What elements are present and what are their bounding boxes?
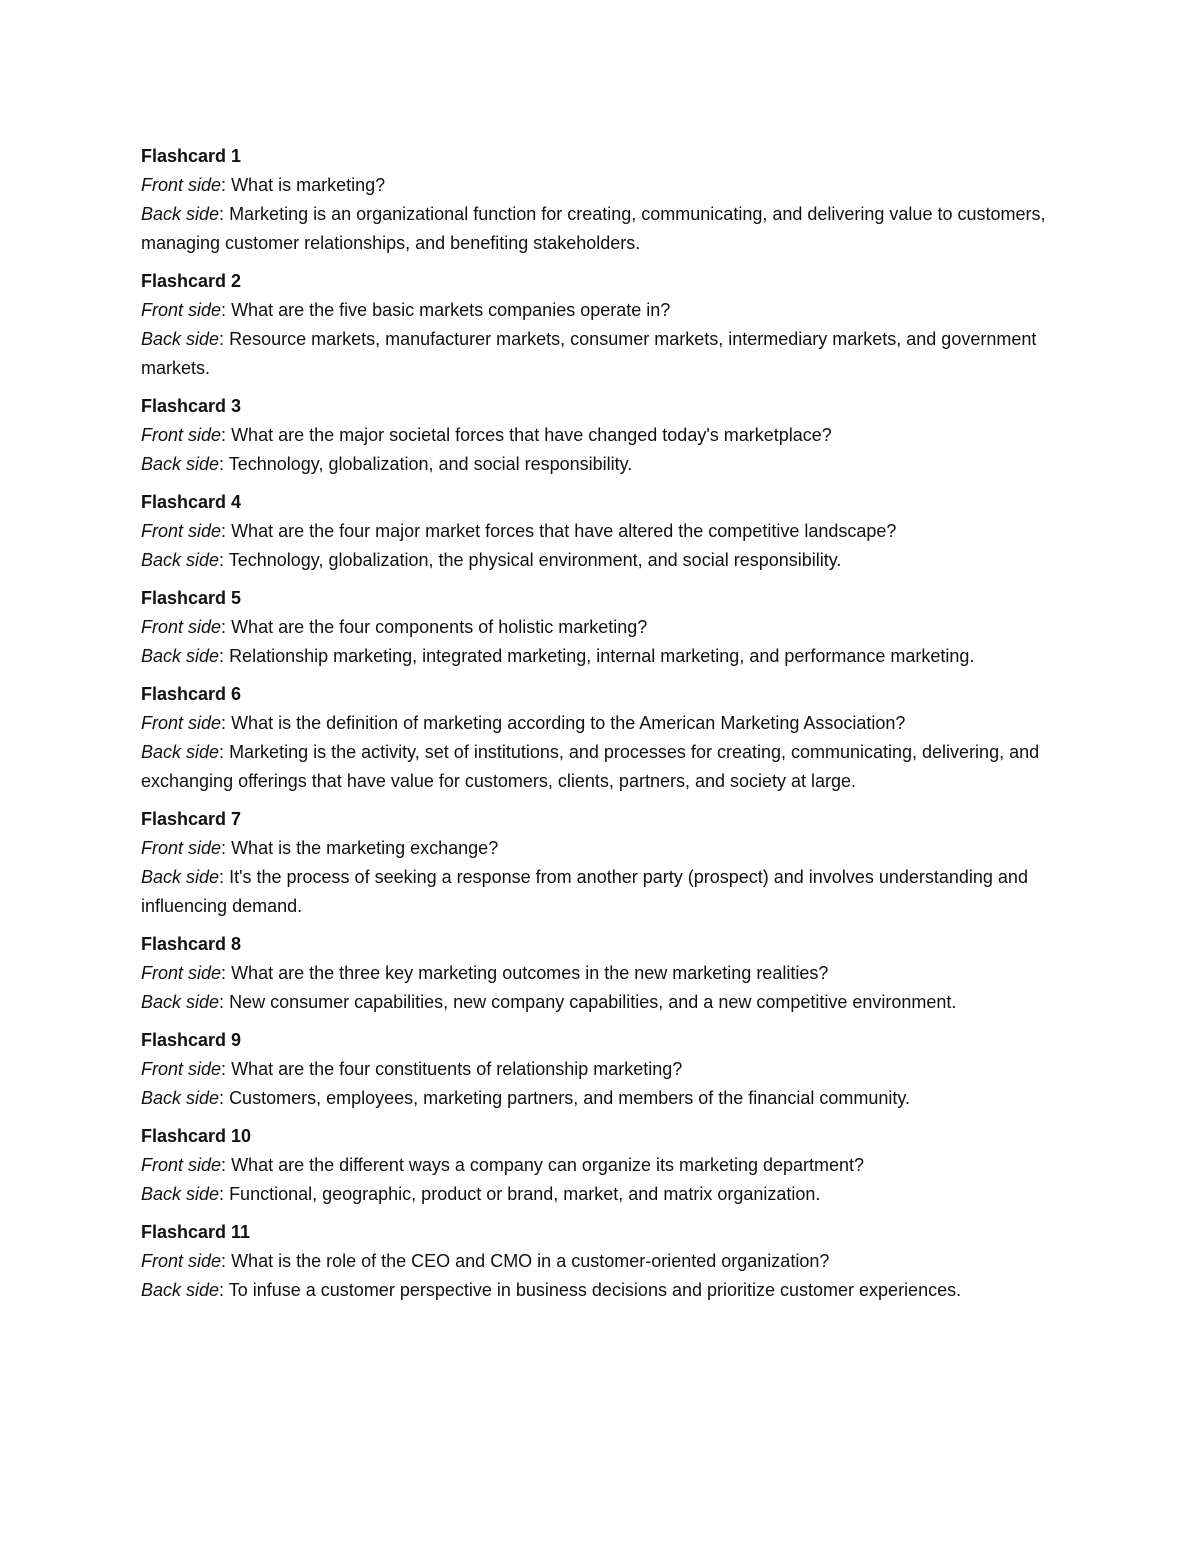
back-separator: : <box>219 646 230 666</box>
flashcard <box>141 488 1071 575</box>
document-page <box>141 142 1071 1314</box>
back-side-text: Marketing is the activity, set of institutions, and processes for creating, communicating, delivering, and exchanging offerings that have value for customers, clients, partners, and society at large. <box>141 742 1040 791</box>
flashcard <box>141 584 1071 671</box>
back-side-label: Back side <box>141 646 220 666</box>
flashcard-front <box>141 421 1071 450</box>
flashcard-back <box>141 1276 1071 1305</box>
front-side-label: Front side <box>141 1155 222 1175</box>
front-separator: : <box>221 300 232 320</box>
flashcard-front <box>141 1055 1071 1084</box>
front-side-text: What are the four components of holistic marketing? <box>231 617 648 637</box>
front-side-label: Front side <box>141 617 222 637</box>
back-side-text: Marketing is an organizational function for creating, communicating, and delivering value to customers, managing customer relationships, and benefiting stakeholders. <box>141 204 1046 253</box>
front-side-label: Front side <box>141 1251 222 1271</box>
back-side-text: Relationship marketing, integrated marketing, internal marketing, and performance marketing. <box>229 646 975 666</box>
front-side-text: What are the four constituents of relationship marketing? <box>231 1059 683 1079</box>
flashcard-title: Flashcard 10 <box>141 1126 252 1146</box>
flashcard-title: Flashcard 4 <box>141 492 242 512</box>
front-side-label: Front side <box>141 175 222 195</box>
back-side-label: Back side <box>141 550 220 570</box>
front-separator: : <box>221 521 232 541</box>
front-separator: : <box>221 1251 232 1271</box>
back-side-text: Customers, employees, marketing partners, and members of the financial community. <box>229 1088 911 1108</box>
back-side-text: Technology, globalization, the physical environment, and social responsibility. <box>228 550 842 570</box>
flashcard-front <box>141 1151 1071 1180</box>
flashcard-back <box>141 1084 1071 1113</box>
back-side-text: New consumer capabilities, new company capabilities, and a new competitive environment. <box>229 992 957 1012</box>
flashcard <box>141 680 1071 796</box>
flashcard-title: Flashcard 6 <box>141 684 242 704</box>
back-side-text: Technology, globalization, and social responsibility. <box>228 454 633 474</box>
flashcard-back <box>141 325 1071 383</box>
flashcard-back <box>141 738 1071 796</box>
back-separator: : <box>219 742 230 762</box>
back-side-label: Back side <box>141 1088 220 1108</box>
flashcard <box>141 267 1071 383</box>
back-side-label: Back side <box>141 204 220 224</box>
flashcard-title: Flashcard 11 <box>141 1222 251 1242</box>
flashcard <box>141 392 1071 479</box>
front-separator: : <box>221 175 232 195</box>
front-side-label: Front side <box>141 1059 222 1079</box>
front-side-text: What are the three key marketing outcomes in the new marketing realities? <box>231 963 829 983</box>
back-side-text: To infuse a customer perspective in business decisions and prioritize customer experiences. <box>228 1280 962 1300</box>
flashcard-back <box>141 546 1071 575</box>
front-side-label: Front side <box>141 425 222 445</box>
flashcard-front <box>141 834 1071 863</box>
back-separator: : <box>219 1184 230 1204</box>
flashcard-front <box>141 959 1071 988</box>
front-side-label: Front side <box>141 838 222 858</box>
back-side-label: Back side <box>141 742 220 762</box>
front-side-text: What is the definition of marketing according to the American Marketing Association? <box>231 713 906 733</box>
back-side-label: Back side <box>141 329 220 349</box>
front-separator: : <box>221 1059 232 1079</box>
flashcard-front <box>141 296 1071 325</box>
front-side-text: What is the marketing exchange? <box>231 838 499 858</box>
flashcard <box>141 1026 1071 1113</box>
back-separator: : <box>219 1280 229 1300</box>
flashcard <box>141 142 1071 258</box>
front-side-label: Front side <box>141 521 222 541</box>
back-separator: : <box>219 992 230 1012</box>
flashcard-title: Flashcard 1 <box>141 146 242 166</box>
back-separator: : <box>219 1088 230 1108</box>
flashcard-back <box>141 988 1071 1017</box>
flashcard-back <box>141 200 1071 258</box>
flashcard-title: Flashcard 8 <box>141 934 242 954</box>
back-separator: : <box>219 329 230 349</box>
flashcard <box>141 1122 1071 1209</box>
front-separator: : <box>221 1155 232 1175</box>
flashcard-title: Flashcard 7 <box>141 809 242 829</box>
front-side-text: What are the major societal forces that have changed today's marketplace? <box>231 425 832 445</box>
flashcard-front <box>141 171 1071 200</box>
flashcard-back <box>141 863 1071 921</box>
front-side-text: What is the role of the CEO and CMO in a customer-oriented organization? <box>231 1251 830 1271</box>
flashcard <box>141 1218 1071 1305</box>
front-separator: : <box>221 425 232 445</box>
flashcard-back <box>141 450 1071 479</box>
back-separator: : <box>219 454 229 474</box>
flashcard-back <box>141 1180 1071 1209</box>
flashcard-front <box>141 709 1071 738</box>
front-side-text: What are the five basic markets companies operate in? <box>231 300 671 320</box>
flashcard <box>141 930 1071 1017</box>
back-side-label: Back side <box>141 867 220 887</box>
back-side-text: Resource markets, manufacturer markets, consumer markets, intermediary markets, and government markets. <box>141 329 1037 378</box>
flashcard-back <box>141 642 1071 671</box>
flashcard-title: Flashcard 5 <box>141 588 242 608</box>
flashcard-title: Flashcard 3 <box>141 396 242 416</box>
front-side-label: Front side <box>141 963 222 983</box>
back-side-text: Functional, geographic, product or brand, market, and matrix organization. <box>229 1184 821 1204</box>
back-separator: : <box>219 204 230 224</box>
front-side-text: What are the four major market forces that have altered the competitive landscape? <box>231 521 897 541</box>
back-side-label: Back side <box>141 1184 220 1204</box>
flashcard-title: Flashcard 9 <box>141 1030 242 1050</box>
front-side-text: What is marketing? <box>231 175 386 195</box>
flashcard-front <box>141 517 1071 546</box>
front-separator: : <box>221 838 232 858</box>
back-side-text: It's the process of seeking a response from another party (prospect) and involves understanding and influencing demand. <box>141 867 1028 916</box>
back-separator: : <box>219 867 230 887</box>
flashcard-front <box>141 613 1071 642</box>
back-separator: : <box>219 550 229 570</box>
front-separator: : <box>221 713 232 733</box>
flashcard-front <box>141 1247 1071 1276</box>
front-side-text: What are the different ways a company can organize its marketing department? <box>231 1155 865 1175</box>
front-separator: : <box>221 617 232 637</box>
back-side-label: Back side <box>141 992 220 1012</box>
front-side-label: Front side <box>141 713 222 733</box>
flashcard-title: Flashcard 2 <box>141 271 242 291</box>
back-side-label: Back side <box>141 1280 220 1300</box>
back-side-label: Back side <box>141 454 220 474</box>
front-separator: : <box>221 963 232 983</box>
flashcard-list <box>141 142 1071 1305</box>
front-side-label: Front side <box>141 300 222 320</box>
flashcard <box>141 805 1071 921</box>
